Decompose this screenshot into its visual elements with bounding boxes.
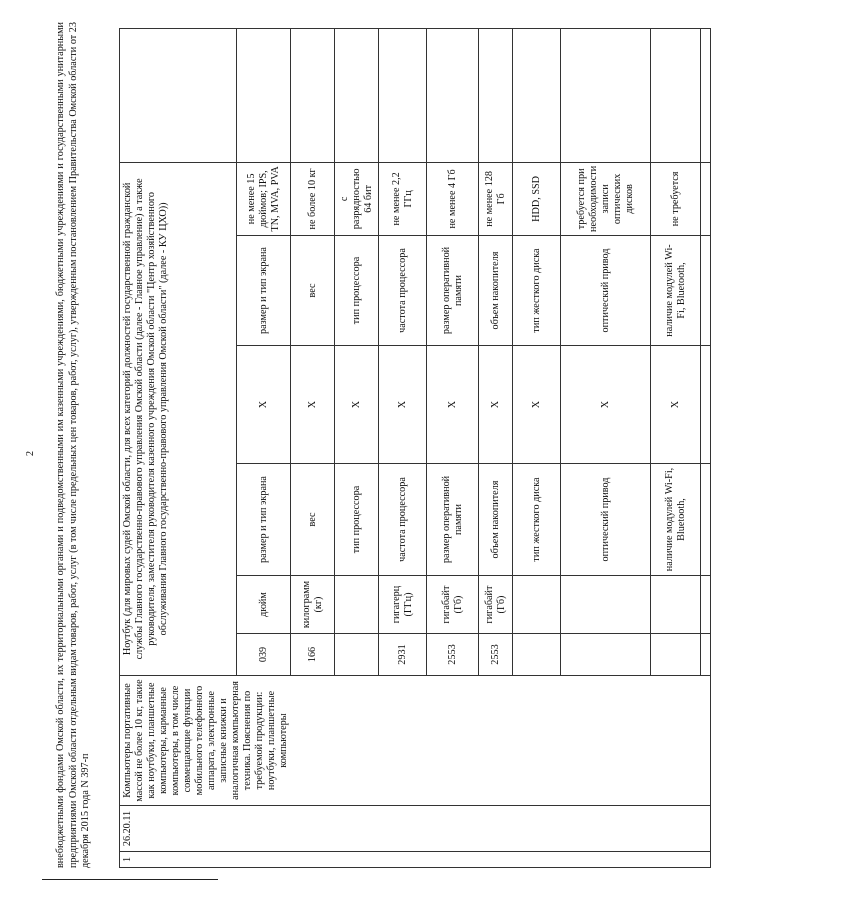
okei-code-cell (513, 634, 561, 676)
empty-cell (701, 576, 711, 634)
x-mark-cell: X (513, 346, 561, 464)
unit-cell: дюйм (237, 576, 291, 634)
okei-code-cell (651, 634, 701, 676)
empty-cell (427, 28, 479, 162)
x-mark-cell: X (561, 346, 651, 464)
empty-cell (291, 28, 335, 162)
characteristic-name-cell: объем накопителя (479, 236, 513, 346)
category-heading-cell: Ноутбук (для мировых судей Омской области, для всех категорий должностей государственной гражданской службы Главного государственно-правового управления Омской области (далее - Главное управление) а также руководителя, заместителя руководителя казенного учреждения Омской области "Центр хозяйственного обслуживания Главного государственно-правового управления Омской области" (далее - КУ ЦХО)) (120, 162, 237, 675)
x-mark-cell: X (651, 346, 701, 464)
characteristic-name-cell: объем накопителя (479, 464, 513, 576)
characteristic-value-cell: не менее 128 Гб (479, 162, 513, 235)
characteristic-value-cell: HDD, SSD (513, 162, 561, 235)
characteristic-name-cell: оптический привод (561, 236, 651, 346)
empty-cell (651, 28, 701, 162)
characteristic-value-cell: с разрядностью 64 бит (335, 162, 379, 235)
unit-cell: килограмм (кг) (291, 576, 335, 634)
unit-cell: гигабайт (Гб) (479, 576, 513, 634)
table-row-heading (120, 28, 237, 867)
characteristic-name-cell: размер и тип экрана (237, 464, 291, 576)
empty-cell (701, 28, 711, 162)
unit-cell: гигабайт (Гб) (427, 576, 479, 634)
empty-cell (561, 28, 651, 162)
okpd-code-cell: 26.20.11 (120, 806, 711, 852)
characteristic-name-cell: наличие модулей Wi-Fi, Bluetooth, (651, 464, 701, 576)
characteristic-name-cell: размер оперативной памяти (427, 236, 479, 346)
okei-code-cell: 2553 (427, 634, 479, 676)
characteristic-value-cell: требуется при необходимости записи оптических дисков (561, 162, 651, 235)
characteristic-name-cell: оптический привод (561, 464, 651, 576)
product-name-cell: Компьютеры портативные массой не более 10 кг, такие как ноутбуки, планшетные компьютеры, карманные компьютеры, в том числе совмещающие функции мобильного телефонного аппарата, электронные записные книжки и аналогичная компьютерная техника. Пояснения по требуемой продукции: ноутбуки, планшетные компьютеры (120, 676, 711, 806)
okei-code-cell: 166 (291, 634, 335, 676)
x-mark-cell: X (379, 346, 427, 464)
x-mark-cell: X (237, 346, 291, 464)
okei-code-cell: 2553 (479, 634, 513, 676)
characteristic-name-cell: частота процессора (379, 464, 427, 576)
characteristics-table (119, 28, 711, 868)
okei-code-cell (335, 634, 379, 676)
x-mark-cell: X (335, 346, 379, 464)
empty-cell (701, 162, 711, 235)
characteristic-name-cell: тип жесткого диска (513, 236, 561, 346)
characteristic-name-cell: тип процессора (335, 464, 379, 576)
characteristic-value-cell: не менее 2,2 ГГц (379, 162, 427, 235)
empty-cell (237, 28, 291, 162)
characteristic-name-cell: тип жесткого диска (513, 464, 561, 576)
empty-cell (379, 28, 427, 162)
footnote-divider (42, 879, 218, 880)
unit-cell (561, 576, 651, 634)
row-number-cell: 1 (120, 852, 711, 868)
okei-code-cell: 2931 (379, 634, 427, 676)
x-mark-cell: X (291, 346, 335, 464)
empty-cell (513, 28, 561, 162)
okei-code-cell (561, 634, 651, 676)
empty-cell (701, 236, 711, 346)
characteristic-name-cell: наличие модулей Wi-Fi, Bluetooth, (651, 236, 701, 346)
unit-cell (335, 576, 379, 634)
characteristic-name-cell: тип процессора (335, 236, 379, 346)
x-mark-cell: X (427, 346, 479, 464)
characteristic-value-cell: не менее 4 Гб (427, 162, 479, 235)
empty-cell (479, 28, 513, 162)
characteristic-name-cell: вес (291, 464, 335, 576)
page-number: 2 (25, 451, 36, 456)
empty-cell (701, 464, 711, 576)
landscape-content (55, 8, 687, 868)
header-paragraph: внебюджетными фондами Омской области, их территориальными органами и подведомственными им казенными учреждениями, бюджетными учреждениями и государственными унитарными предприятиями Омской области отдельным видам товаров, работ, услуг (в том числе предельных цен товаров, работ, услуг), утвержденным постановлением Правительства Омской области от 23 декабря 2015 года N 397-п (55, 22, 92, 868)
characteristic-value-cell: не требуется (651, 162, 701, 235)
characteristic-name-cell: размер и тип экрана (237, 236, 291, 346)
unit-cell (651, 576, 701, 634)
empty-cell (701, 346, 711, 464)
empty-cell (120, 28, 237, 162)
characteristic-value-cell: не более 10 кг (291, 162, 335, 235)
characteristic-value-cell: не менее 15 дюймов; IPS, TN, MVA, PVA (237, 162, 291, 235)
unit-cell (513, 576, 561, 634)
okei-code-cell: 039 (237, 634, 291, 676)
characteristic-name-cell: частота процессора (379, 236, 427, 346)
x-mark-cell: X (479, 346, 513, 464)
empty-cell (335, 28, 379, 162)
characteristic-name-cell: размер оперативной памяти (427, 464, 479, 576)
characteristic-name-cell: вес (291, 236, 335, 346)
empty-cell (701, 634, 711, 676)
unit-cell: гигагерц (ГГц) (379, 576, 427, 634)
